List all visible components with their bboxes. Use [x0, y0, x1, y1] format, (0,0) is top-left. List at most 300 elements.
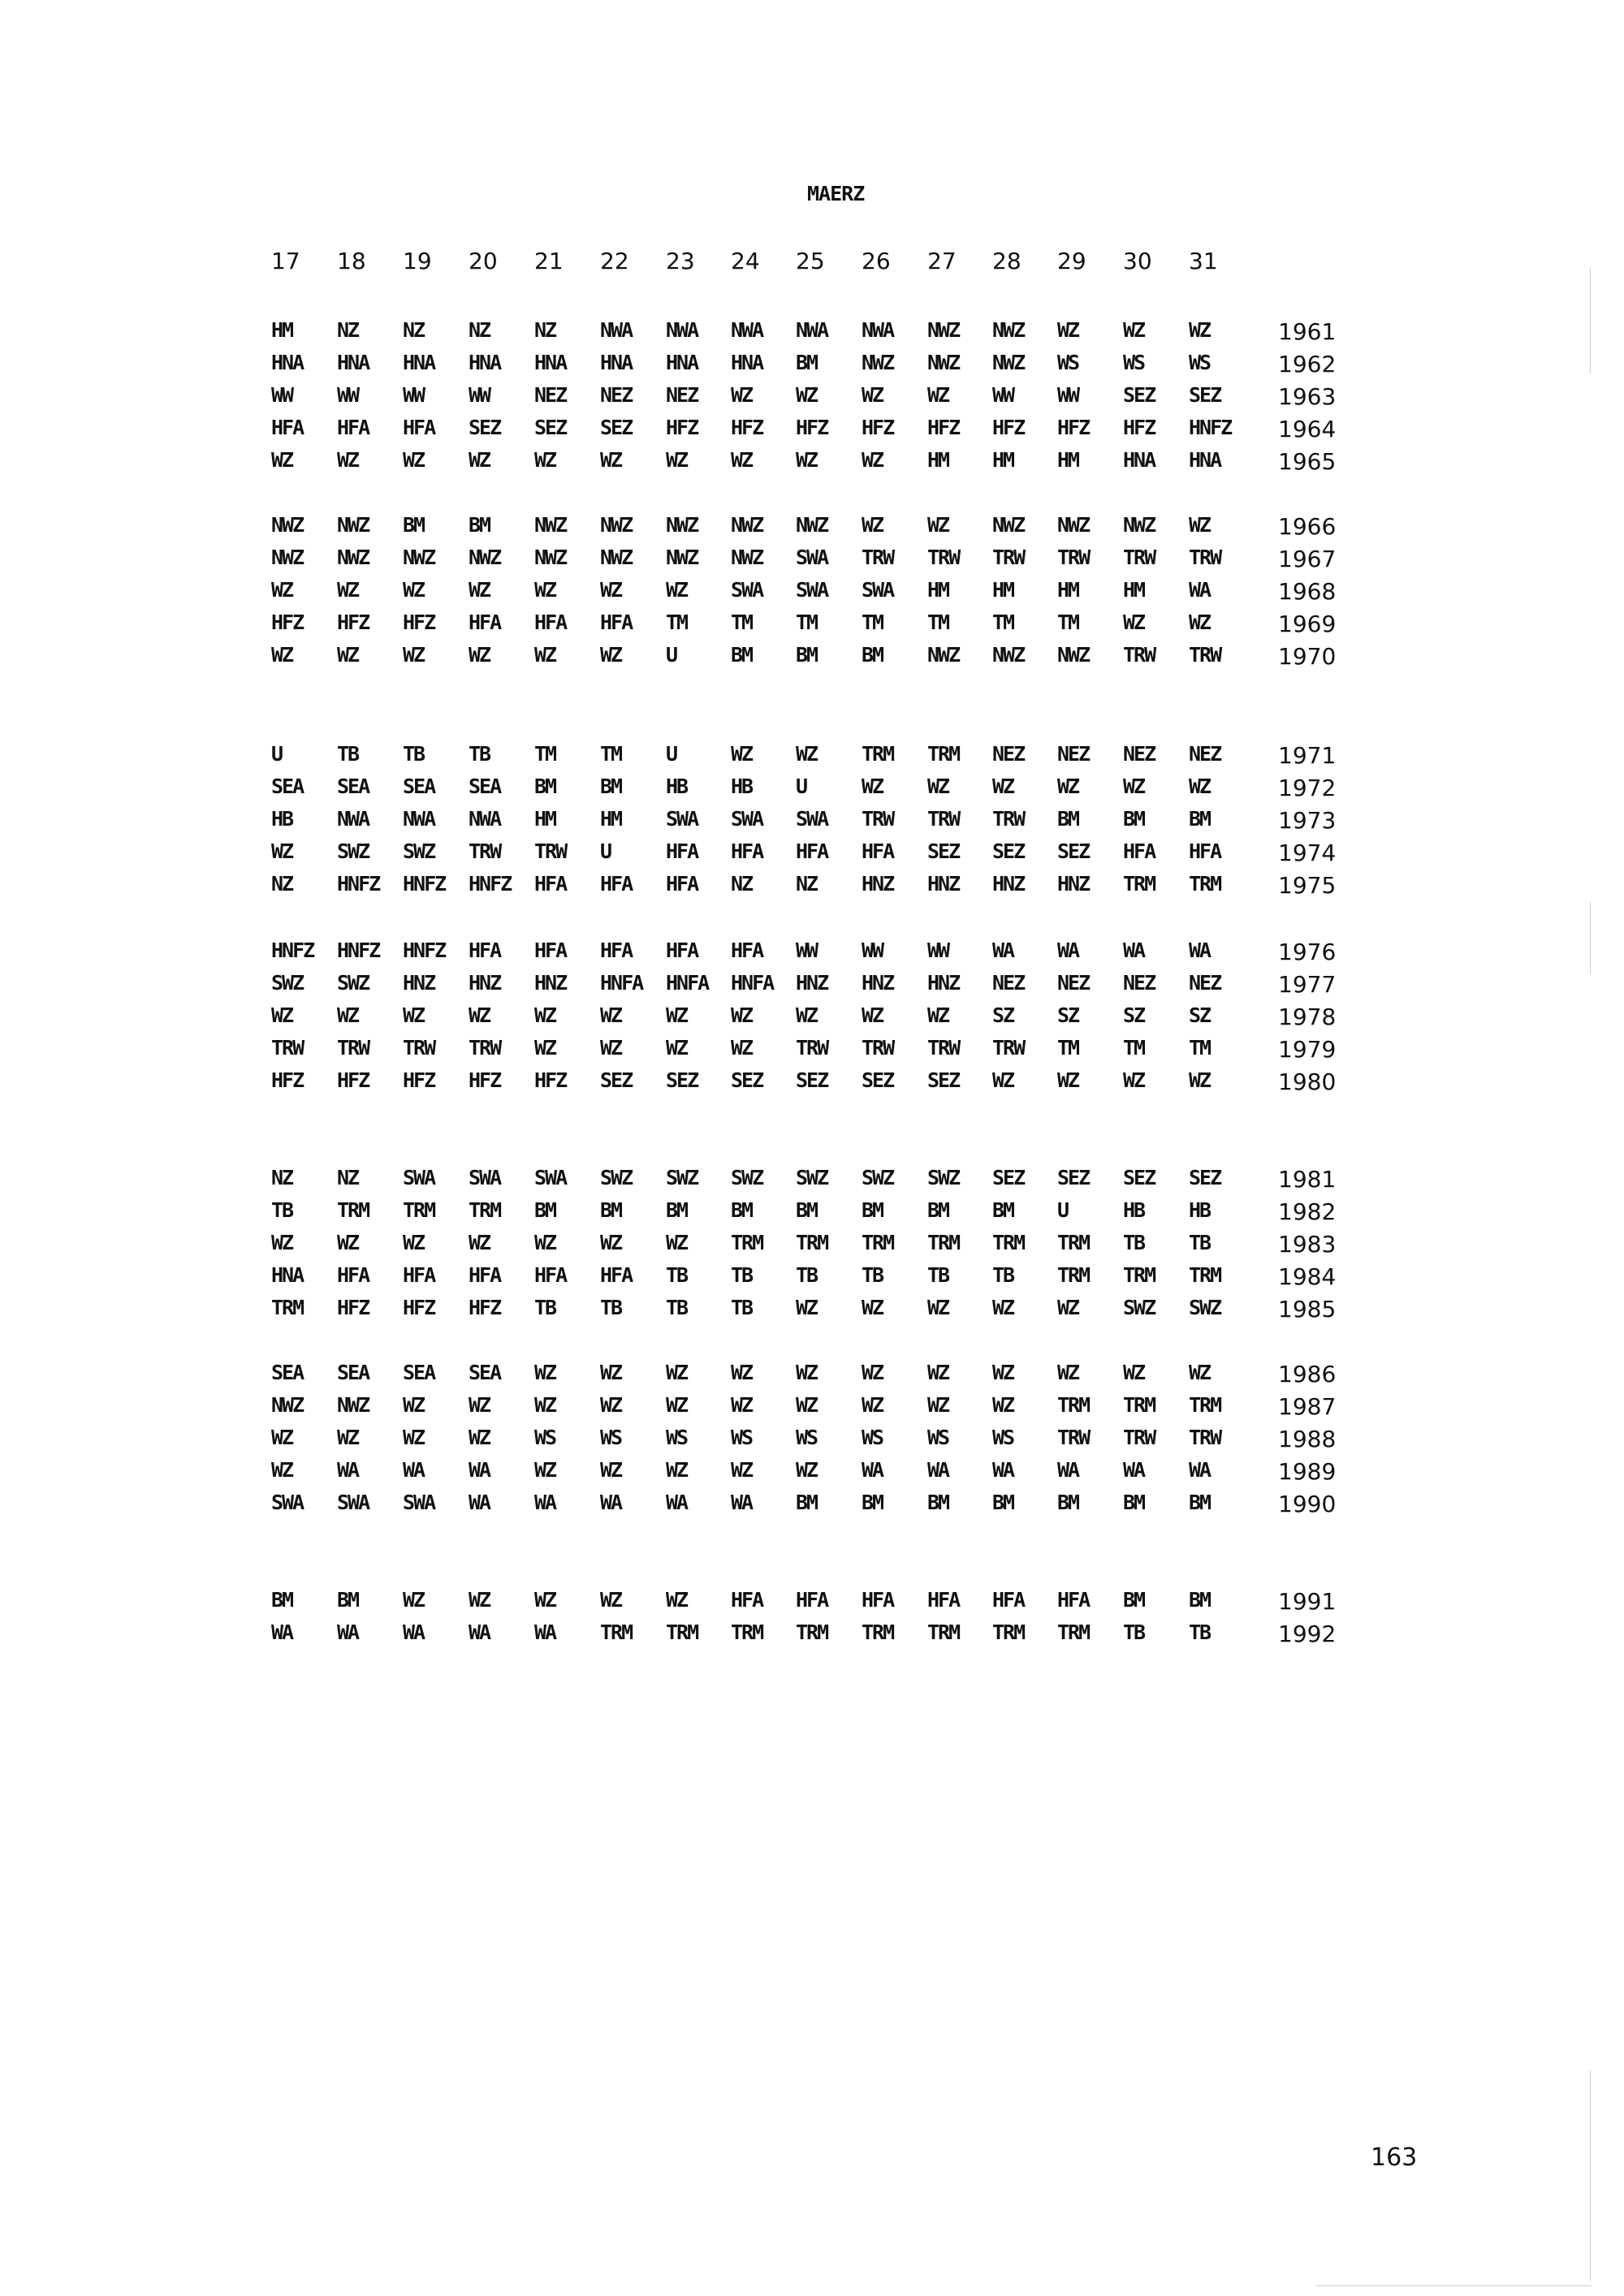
table-cell: TRM [862, 1621, 894, 1644]
table-cell: WA [992, 939, 1014, 962]
table-cell: TRM [1123, 1263, 1155, 1287]
table-cell: WZ [534, 448, 556, 472]
table-cell: BM [666, 1198, 688, 1222]
table-cell: SZ [1057, 1003, 1079, 1027]
table-cell: HFZ [534, 1068, 567, 1092]
table-cell: WZ [927, 1361, 949, 1384]
table-cell: NZ [534, 318, 556, 342]
table-cell: SEA [337, 1361, 369, 1384]
table-cell: NWZ [600, 546, 633, 569]
table-cell: SWA [796, 807, 828, 831]
table-cell: SWZ [862, 1166, 894, 1189]
table-cell: WW [403, 383, 425, 407]
table-cell: SWA [403, 1166, 435, 1189]
scan-edge-line [1590, 901, 1591, 974]
table-cell: SWA [271, 1491, 304, 1514]
table-cell: WA [731, 1491, 753, 1514]
table-cell: TB [403, 742, 425, 766]
table-cell: NZ [337, 1166, 359, 1189]
table-cell: WS [666, 1426, 688, 1449]
table-cell: SWA [796, 546, 828, 569]
table-cell: NEZ [600, 383, 633, 407]
table-cell: NWZ [469, 546, 501, 569]
day-header: 21 [534, 248, 564, 274]
table-cell: WZ [403, 1426, 425, 1449]
table-cell: HM [534, 807, 556, 831]
table-cell: HNFZ [403, 939, 446, 962]
table-cell: TB [534, 1296, 556, 1319]
table-cell: TM [927, 611, 949, 634]
year-label: 1961 [1278, 318, 1337, 345]
table-cell: WZ [862, 513, 883, 537]
table-cell: TRM [992, 1621, 1025, 1644]
table-cell: WW [337, 383, 359, 407]
table-cell: HNZ [469, 971, 501, 995]
table-cell: HM [1057, 578, 1079, 602]
table-cell: NWZ [271, 513, 304, 537]
table-cell: WW [992, 383, 1014, 407]
table-cell: WZ [862, 1361, 883, 1384]
day-header: 27 [927, 248, 957, 274]
table-cell: TB [1123, 1621, 1145, 1644]
table-cell: NWA [469, 807, 501, 831]
table-cell: WZ [271, 643, 293, 667]
table-cell: WA [862, 1458, 883, 1482]
table-cell: WS [600, 1426, 622, 1449]
table-cell: HFA [271, 416, 304, 439]
table-cell: HFZ [992, 416, 1025, 439]
year-label: 1986 [1278, 1361, 1337, 1388]
table-cell: WZ [1189, 318, 1211, 342]
table-cell: WS [731, 1426, 753, 1449]
table-cell: BM [469, 513, 490, 537]
table-cell: HFA [927, 1588, 960, 1612]
table-cell: TRW [927, 546, 960, 569]
table-cell: SWA [862, 578, 894, 602]
table-cell: NWZ [992, 643, 1025, 667]
table-cell: TRW [862, 1036, 894, 1060]
table-row [0, 1296, 1624, 1325]
table-cell: WZ [600, 1003, 622, 1027]
table-cell: WZ [403, 1231, 425, 1254]
table-cell: U [600, 839, 611, 863]
table-cell: SEA [271, 775, 304, 798]
year-label: 1971 [1278, 742, 1337, 769]
table-row [0, 1491, 1624, 1520]
table-cell: NWZ [992, 318, 1025, 342]
table-cell: HFA [534, 611, 567, 634]
year-label: 1963 [1278, 383, 1337, 410]
table-cell: TRW [1189, 546, 1221, 569]
table-cell: TB [666, 1296, 688, 1319]
table-cell: BM [1123, 1588, 1145, 1612]
year-label: 1964 [1278, 416, 1337, 442]
table-cell: NWZ [862, 351, 894, 374]
table-cell: NEZ [1189, 742, 1221, 766]
table-cell: NWZ [1057, 513, 1090, 537]
day-header: 22 [600, 248, 629, 274]
table-cell: TRW [469, 1036, 501, 1060]
table-cell: HFZ [796, 416, 828, 439]
table-cell: WA [469, 1458, 490, 1482]
table-cell: TRW [796, 1036, 828, 1060]
year-label: 1972 [1278, 775, 1337, 801]
table-cell: WZ [271, 1426, 293, 1449]
table-cell: HFZ [337, 1296, 369, 1319]
table-cell: TRM [731, 1621, 763, 1644]
table-cell: SWZ [337, 971, 369, 995]
table-row [0, 1198, 1624, 1228]
table-cell: HFA [666, 839, 698, 863]
scan-edge-line [1315, 2285, 1592, 2286]
table-cell: SEZ [1123, 383, 1155, 407]
table-cell: TRM [1057, 1393, 1090, 1417]
table-cell: TB [337, 742, 359, 766]
table-cell: SWA [731, 807, 763, 831]
table-cell: WZ [862, 383, 883, 407]
table-cell: TM [796, 611, 818, 634]
table-cell: HFZ [469, 1068, 501, 1092]
table-cell: WZ [337, 1231, 359, 1254]
table-cell: HFA [534, 1263, 567, 1287]
table-cell: U [796, 775, 807, 798]
table-cell: TRW [469, 839, 501, 863]
table-cell: WZ [666, 1393, 688, 1417]
year-label: 1970 [1278, 643, 1337, 670]
table-cell: WZ [862, 1393, 883, 1417]
table-cell: TRM [469, 1198, 501, 1222]
table-cell: TRW [1123, 1426, 1155, 1449]
table-cell: SWZ [796, 1166, 828, 1189]
table-cell: WZ [469, 1231, 490, 1254]
day-header: 29 [1057, 248, 1086, 274]
table-cell: WA [469, 1491, 490, 1514]
table-cell: SEZ [796, 1068, 828, 1092]
table-cell: HFA [862, 839, 894, 863]
table-cell: HFA [403, 416, 435, 439]
table-cell: WZ [534, 1231, 556, 1254]
table-cell: SWZ [337, 839, 369, 863]
table-cell: SWZ [927, 1166, 960, 1189]
table-row [0, 611, 1624, 640]
table-cell: WZ [666, 1361, 688, 1384]
table-cell: WZ [1057, 318, 1079, 342]
table-cell: TRW [1123, 546, 1155, 569]
table-row [0, 546, 1624, 575]
table-cell: NEZ [992, 971, 1025, 995]
table-cell: SEA [337, 775, 369, 798]
table-row [0, 872, 1624, 901]
table-cell: WZ [469, 1393, 490, 1417]
table-cell: WZ [862, 1296, 883, 1319]
table-row [0, 351, 1624, 380]
table-cell: WZ [337, 1426, 359, 1449]
table-cell: TB [1123, 1231, 1145, 1254]
table-cell: WA [403, 1458, 425, 1482]
table-cell: WZ [1123, 775, 1145, 798]
day-header: 30 [1123, 248, 1152, 274]
table-cell: NZ [271, 872, 293, 896]
table-cell: WA [1057, 1458, 1079, 1482]
table-cell: WZ [469, 578, 490, 602]
table-cell: WZ [403, 643, 425, 667]
table-cell: HFZ [731, 416, 763, 439]
table-cell: U [1057, 1198, 1069, 1222]
table-cell: HM [271, 318, 293, 342]
table-cell: SEZ [992, 839, 1025, 863]
table-cell: BM [337, 1588, 359, 1612]
table-cell: WS [927, 1426, 949, 1449]
table-cell: TB [731, 1263, 753, 1287]
table-cell: BM [1057, 807, 1079, 831]
table-cell: WZ [469, 643, 490, 667]
table-cell: TRW [927, 807, 960, 831]
table-cell: WZ [600, 1036, 622, 1060]
table-cell: TRM [731, 1231, 763, 1254]
year-label: 1978 [1278, 1003, 1337, 1030]
table-cell: BM [862, 1491, 883, 1514]
table-cell: U [271, 742, 283, 766]
table-cell: BM [1189, 1588, 1211, 1612]
table-cell: WS [534, 1426, 556, 1449]
table-cell: HB [666, 775, 688, 798]
table-cell: BM [600, 775, 622, 798]
table-cell: HFA [403, 1263, 435, 1287]
table-cell: TRW [1057, 1426, 1090, 1449]
year-label: 1989 [1278, 1458, 1337, 1485]
table-cell: BM [1189, 1491, 1211, 1514]
table-cell: NWZ [403, 546, 435, 569]
table-cell: TRM [600, 1621, 633, 1644]
table-cell: TRM [337, 1198, 369, 1222]
table-cell: HFA [600, 1263, 633, 1287]
table-cell: HNA [731, 351, 763, 374]
table-row [0, 416, 1624, 445]
table-cell: HB [1189, 1198, 1211, 1222]
table-cell: WZ [534, 1588, 556, 1612]
table-cell: HNFZ [271, 939, 314, 962]
table-row [0, 1068, 1624, 1098]
table-cell: WZ [534, 1003, 556, 1027]
table-cell: WZ [403, 1393, 425, 1417]
table-cell: NWA [796, 318, 828, 342]
table-cell: HNA [600, 351, 633, 374]
table-cell: WZ [271, 448, 293, 472]
table-cell: NWZ [600, 513, 633, 537]
year-label: 1965 [1278, 448, 1337, 475]
table-cell: HFZ [271, 611, 304, 634]
table-cell: TRM [992, 1231, 1025, 1254]
table-cell: HNZ [927, 971, 960, 995]
table-cell: WZ [862, 448, 883, 472]
table-cell: TRM [1123, 1393, 1155, 1417]
table-cell: WZ [796, 1393, 818, 1417]
table-cell: WA [992, 1458, 1014, 1482]
table-cell: NWZ [666, 546, 698, 569]
table-cell: WZ [337, 643, 359, 667]
day-header: 26 [862, 248, 891, 274]
table-cell: TM [1057, 1036, 1079, 1060]
table-cell: SEZ [1123, 1166, 1155, 1189]
table-row [0, 1166, 1624, 1195]
table-cell: NWA [337, 807, 369, 831]
table-cell: NWA [666, 318, 698, 342]
table-cell: NEZ [1057, 971, 1090, 995]
table-cell: HFZ [337, 611, 369, 634]
table-cell: SWZ [731, 1166, 763, 1189]
table-row [0, 1426, 1624, 1455]
table-cell: WA [600, 1491, 622, 1514]
table-row [0, 383, 1624, 412]
table-cell: HM [1123, 578, 1145, 602]
table-cell: WS [796, 1426, 818, 1449]
table-cell: TB [862, 1263, 883, 1287]
table-cell: WA [403, 1621, 425, 1644]
table-cell: WZ [731, 1393, 753, 1417]
table-cell: WZ [666, 1036, 688, 1060]
table-cell: TM [862, 611, 883, 634]
table-cell: BM [992, 1491, 1014, 1514]
table-cell: SEZ [992, 1166, 1025, 1189]
table-cell: HNFZ [1189, 416, 1232, 439]
table-cell: TB [796, 1263, 818, 1287]
table-cell: TM [666, 611, 688, 634]
table-cell: WZ [337, 1003, 359, 1027]
table-cell: SWA [796, 578, 828, 602]
table-cell: HNZ [862, 872, 894, 896]
table-cell: NWZ [337, 1393, 369, 1417]
table-cell: SEA [403, 775, 435, 798]
table-cell: NWZ [731, 513, 763, 537]
table-cell: TRW [337, 1036, 369, 1060]
table-cell: WZ [1057, 775, 1079, 798]
table-cell: TRM [403, 1198, 435, 1222]
table-cell: TM [992, 611, 1014, 634]
year-label: 1987 [1278, 1393, 1337, 1420]
table-cell: WZ [534, 1036, 556, 1060]
year-label: 1984 [1278, 1263, 1337, 1290]
table-cell: HNZ [534, 971, 567, 995]
table-cell: WZ [731, 383, 753, 407]
table-cell: HB [1123, 1198, 1145, 1222]
table-cell: WW [862, 939, 883, 962]
table-cell: HFA [666, 939, 698, 962]
day-header: 25 [796, 248, 825, 274]
table-row [0, 1231, 1624, 1260]
table-cell: HNFA [600, 971, 643, 995]
year-label: 1968 [1278, 578, 1337, 605]
table-row [0, 643, 1624, 672]
year-label: 1977 [1278, 971, 1337, 998]
table-cell: WZ [403, 1588, 425, 1612]
table-cell: HM [600, 807, 622, 831]
table-cell: NWZ [731, 546, 763, 569]
page-number: 163 [1371, 2143, 1418, 2172]
table-cell: WZ [992, 775, 1014, 798]
year-label: 1988 [1278, 1426, 1337, 1452]
table-cell: WZ [534, 1393, 556, 1417]
day-header: 24 [731, 248, 760, 274]
table-cell: BM [403, 513, 425, 537]
year-label: 1992 [1278, 1621, 1337, 1647]
table-cell: NEZ [1123, 971, 1155, 995]
table-cell: NWZ [534, 546, 567, 569]
table-cell: HFZ [1057, 416, 1090, 439]
table-cell: NZ [337, 318, 359, 342]
day-header: 28 [992, 248, 1021, 274]
table-cell: NEZ [1057, 742, 1090, 766]
table-cell: HNA [666, 351, 698, 374]
table-cell: HFA [992, 1588, 1025, 1612]
table-cell: NEZ [666, 383, 698, 407]
table-cell: WZ [666, 1231, 688, 1254]
table-cell: NWZ [992, 351, 1025, 374]
table-cell: WZ [927, 513, 949, 537]
table-cell: HFA [1057, 1588, 1090, 1612]
table-cell: NEZ [1123, 742, 1155, 766]
table-cell: WA [534, 1621, 556, 1644]
table-cell: NWZ [927, 351, 960, 374]
table-cell: WW [271, 383, 293, 407]
table-cell: WZ [534, 578, 556, 602]
table-cell: WZ [1189, 1361, 1211, 1384]
table-cell: TRM [927, 1621, 960, 1644]
table-cell: NWZ [927, 643, 960, 667]
table-cell: WZ [1123, 318, 1145, 342]
table-cell: WZ [469, 1426, 490, 1449]
table-cell: WZ [731, 448, 753, 472]
table-cell: TM [1189, 1036, 1211, 1060]
table-cell: SWA [666, 807, 698, 831]
table-cell: WZ [1057, 1068, 1079, 1092]
table-cell: WS [1057, 351, 1079, 374]
table-cell: HFA [796, 1588, 828, 1612]
year-label: 1974 [1278, 839, 1337, 866]
table-row [0, 1361, 1624, 1390]
table-cell: NWZ [1123, 513, 1155, 537]
table-cell: WA [337, 1621, 359, 1644]
table-cell: TB [927, 1263, 949, 1287]
table-cell: WZ [666, 1588, 688, 1612]
table-cell: TRW [1123, 643, 1155, 667]
year-label: 1969 [1278, 611, 1337, 637]
table-cell: WA [1189, 1458, 1211, 1482]
table-cell: BM [534, 1198, 556, 1222]
year-label: 1979 [1278, 1036, 1337, 1063]
table-cell: WZ [600, 643, 622, 667]
year-label: 1991 [1278, 1588, 1337, 1615]
table-cell: WA [1057, 939, 1079, 962]
table-cell: WS [862, 1426, 883, 1449]
table-cell: TRM [1057, 1621, 1090, 1644]
table-cell: HNZ [862, 971, 894, 995]
table-cell: SWZ [271, 971, 304, 995]
table-cell: WZ [534, 1458, 556, 1482]
table-cell: HNA [337, 351, 369, 374]
table-cell: TRM [666, 1621, 698, 1644]
table-cell: TRW [992, 546, 1025, 569]
table-cell: NZ [271, 1166, 293, 1189]
table-cell: TRM [1189, 1263, 1221, 1287]
table-cell: TRW [992, 1036, 1025, 1060]
table-cell: WZ [1189, 611, 1211, 634]
table-cell: SEA [403, 1361, 435, 1384]
year-label: 1982 [1278, 1198, 1337, 1225]
table-cell: HFA [534, 939, 567, 962]
table-cell: TRW [271, 1036, 304, 1060]
table-cell: SWA [403, 1491, 435, 1514]
table-cell: SEZ [666, 1068, 698, 1092]
